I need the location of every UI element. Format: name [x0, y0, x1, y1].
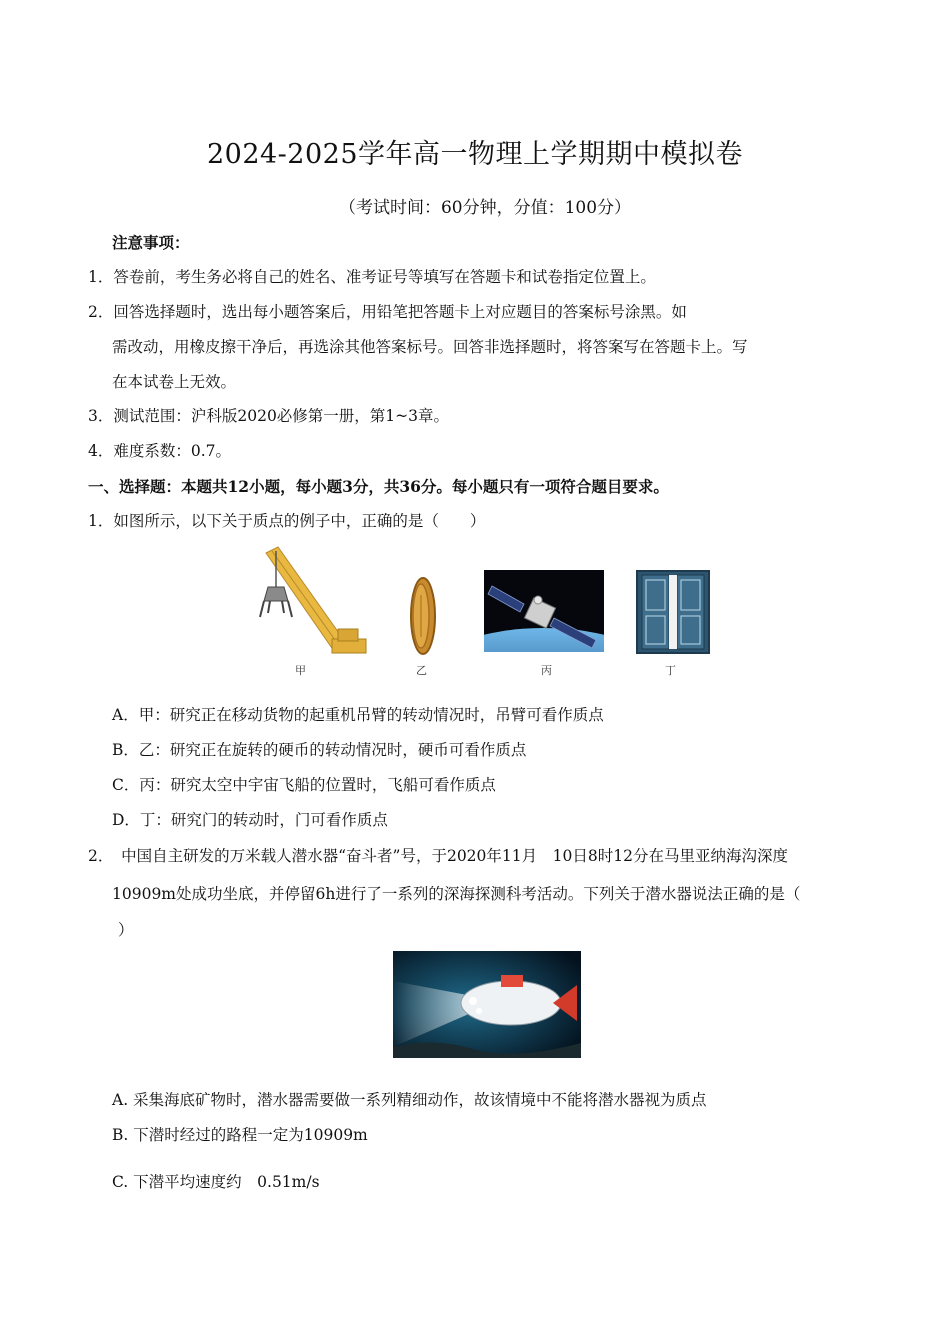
notice-item-1: 1．答卷前，考生务必将自己的姓名、准考证号等填写在答题卡和试卷指定位置上。 — [88, 268, 656, 286]
caption-jia: 甲 — [295, 664, 306, 677]
coin-figure — [405, 575, 441, 657]
notice-item-2: 2．回答选择题时，选出每小题答案后，用铅笔把答题卡上对应题目的答案标号涂黑。如 — [88, 303, 687, 321]
caption-bing: 丙 — [541, 664, 552, 677]
crane-figure — [258, 543, 370, 655]
page-title: 2024-2025学年高一物理上学期期中模拟卷 — [206, 139, 744, 170]
question-1-stem: 1．如图所示，以下关于质点的例子中，正确的是（ ） — [88, 512, 486, 530]
door-figure — [636, 570, 710, 654]
caption-ding: 丁 — [665, 664, 676, 677]
exam-info: （考试时间：60分钟，分值：100分） — [338, 198, 632, 218]
submersible-figure — [393, 951, 581, 1058]
notice-item-4: 4．难度系数：0.7。 — [88, 442, 232, 460]
caption-yi: 乙 — [416, 664, 427, 677]
q1-option-a: A．甲：研究正在移动货物的起重机吊臂的转动情况时，吊臂可看作质点 — [112, 706, 604, 724]
q1-option-d: D．丁：研究门的转动时，门可看作质点 — [112, 811, 388, 829]
notice-item-3: 3．测试范围：沪科版2020必修第一册，第1~3章。 — [88, 407, 450, 425]
notice-item-2-end: 在本试卷上无效。 — [112, 373, 237, 391]
question-2-stem-end: ） — [118, 921, 134, 939]
section-heading: 一、选择题：本题共12小题，每小题3分，共36分。每小题只有一项符合题目要求。 — [88, 477, 669, 496]
q2-option-a: A. 采集海底矿物时，潜水器需要做一系列精细动作，故该情境中不能将潜水器视为质点 — [112, 1091, 707, 1109]
notice-heading: 注意事项： — [112, 233, 190, 252]
question-2-stem-cont: 10909m处成功坐底，并停留6h进行了一系列的深海探测科考活动。下列关于潜水器说法正确的是（ — [112, 885, 801, 903]
q2-option-b: B. 下潜时经过的路程一定为10909m — [112, 1126, 368, 1144]
spacecraft-figure — [484, 570, 604, 652]
notice-item-2-cont: 需改动，用橡皮擦干净后，再选涂其他答案标号。回答非选择题时，将答案写在答题卡上。写 — [112, 338, 748, 356]
question-2-stem: 2． 中国自主研发的万米载人潜水器“奋斗者”号，于2020年11月 10日8时12分在马里亚纳海沟深度 — [88, 847, 788, 865]
q1-option-c: C．丙：研究太空中宇宙飞船的位置时，飞船可看作质点 — [112, 776, 496, 794]
q1-option-b: B．乙：研究正在旋转的硬币的转动情况时，硬币可看作质点 — [112, 741, 527, 759]
q2-option-c: C. 下潜平均速度约 0.51m/s — [112, 1173, 320, 1191]
